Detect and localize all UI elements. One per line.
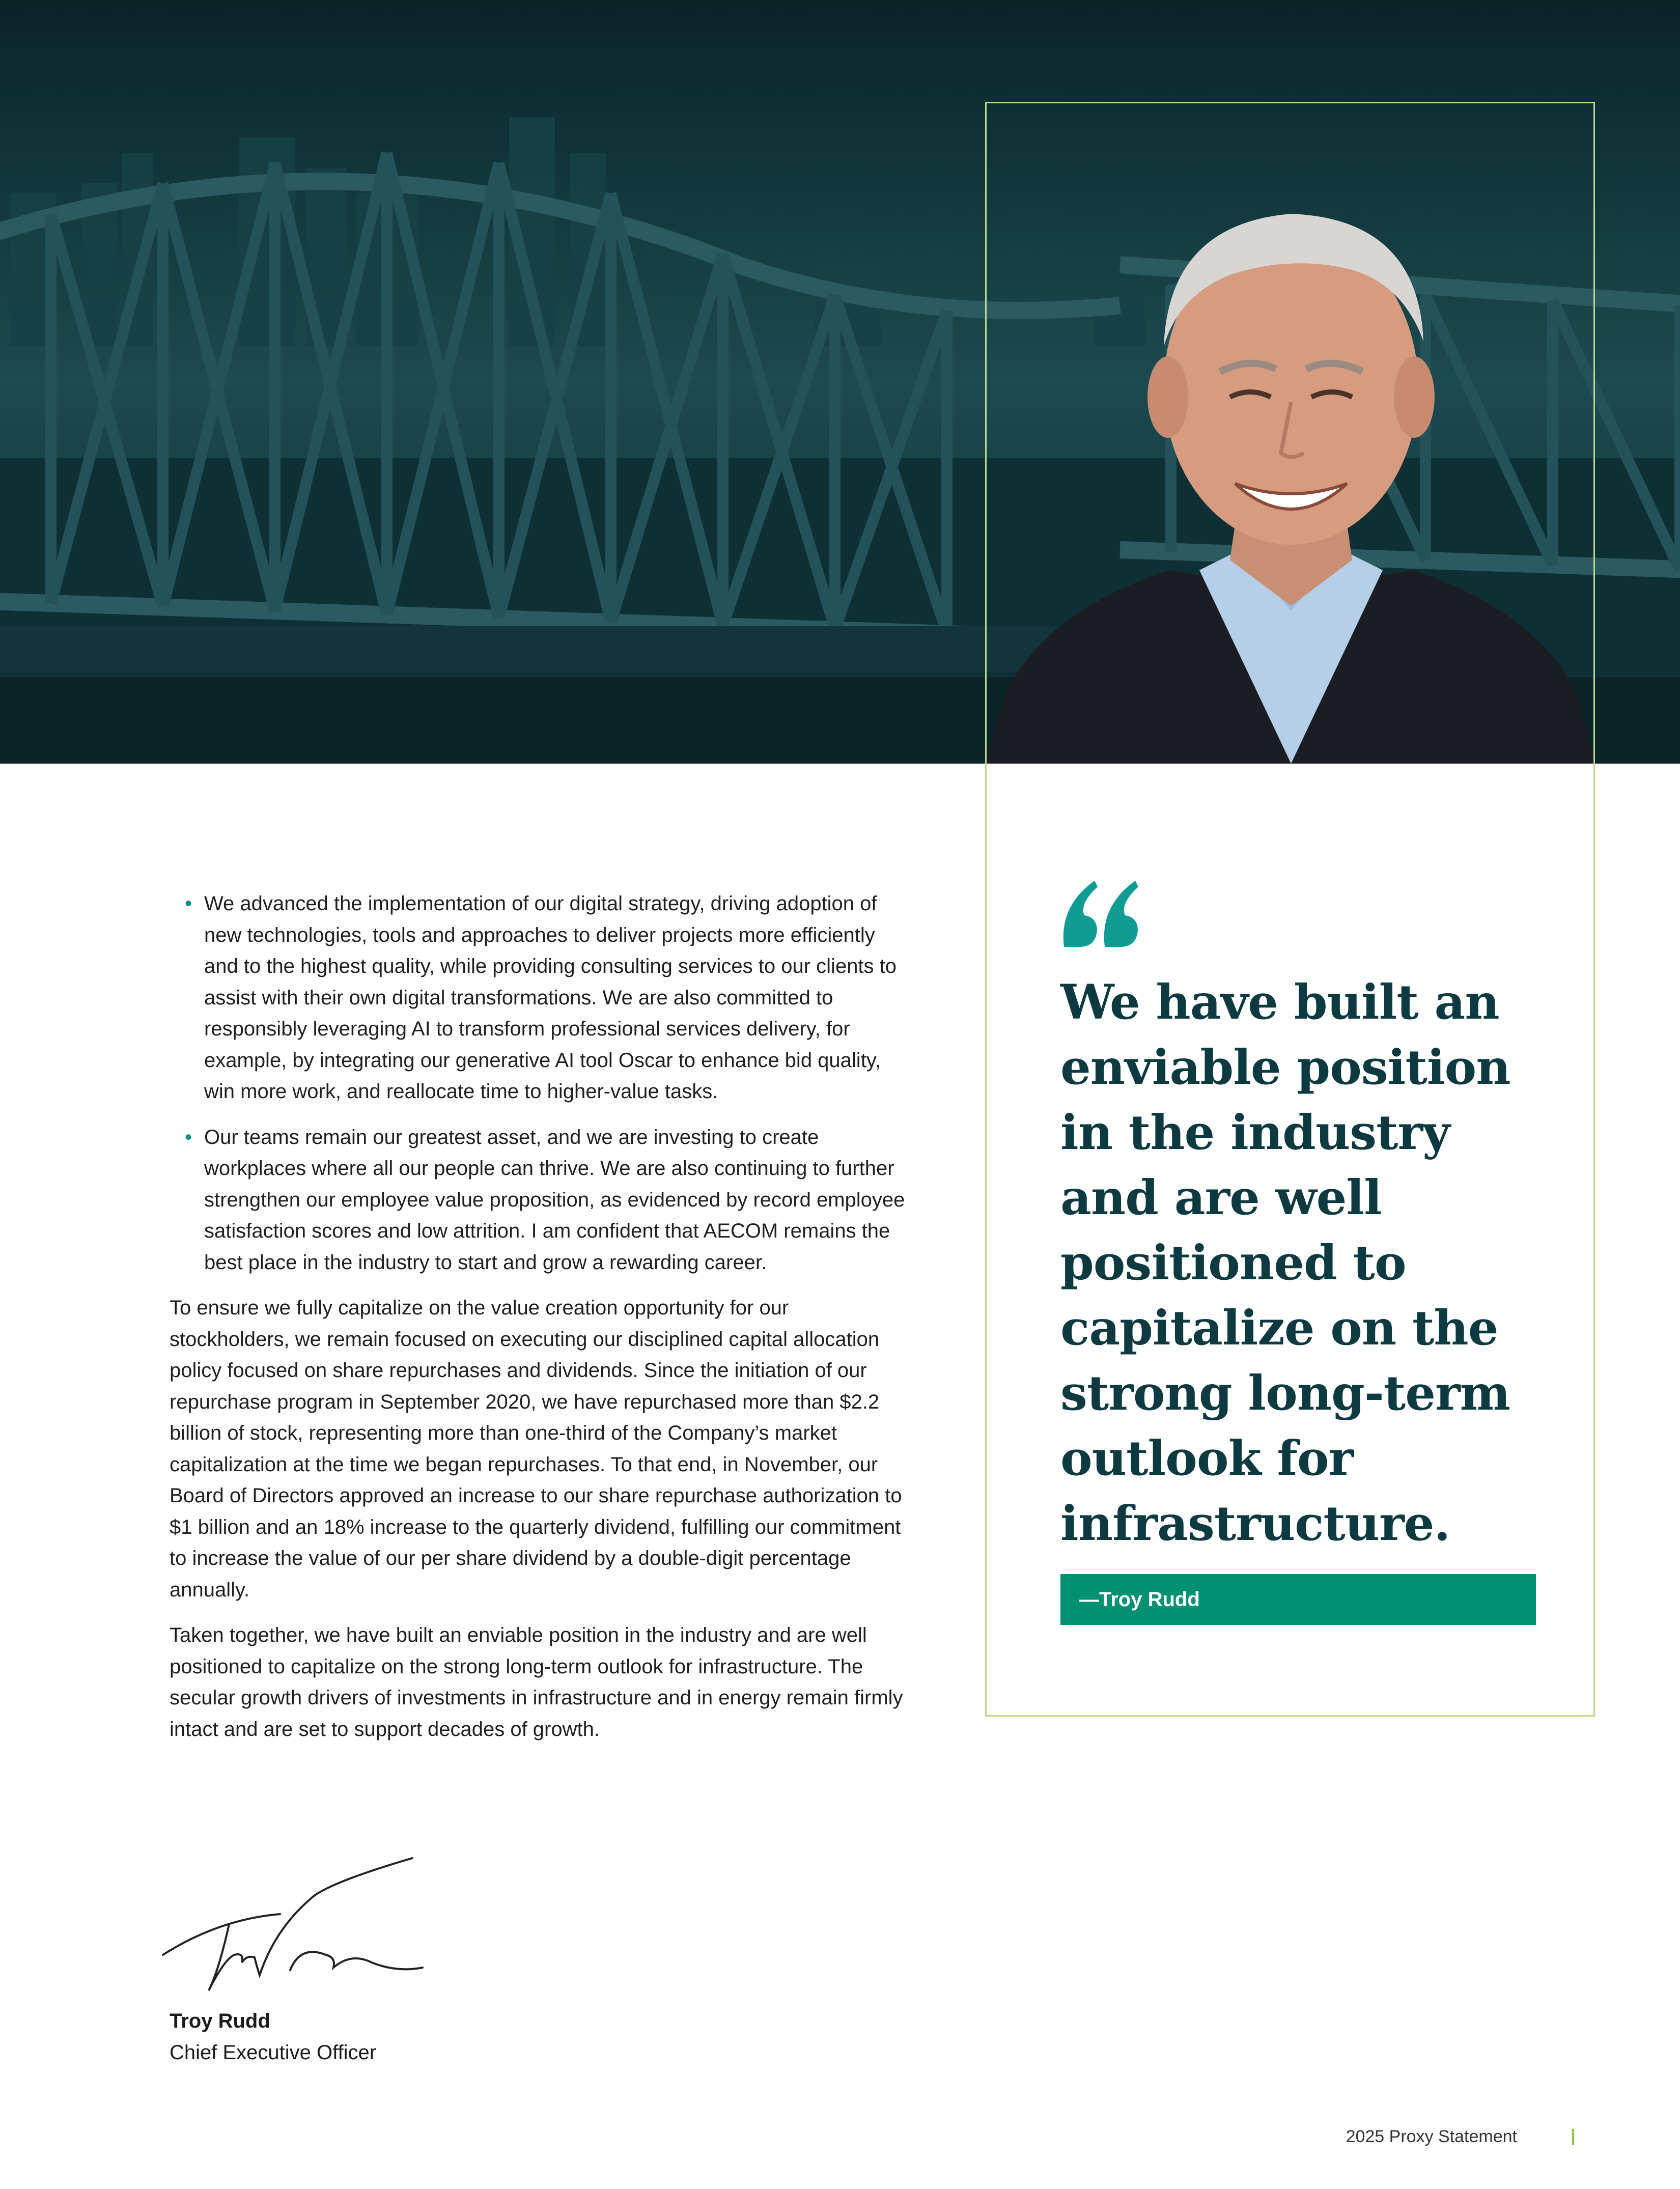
body-paragraph: Taken together, we have built an enviable position in the industry and are well positioned to capitalize on the strong long-term outlook for infrastructure. The secular growth drivers of investments in infrastructure and in energy remain firmly intact and are set to support decades of growth. bbox=[170, 1624, 903, 1741]
bullet-list bbox=[170, 888, 908, 1278]
bullet-item bbox=[170, 1122, 908, 1279]
bullet-dot-icon: • bbox=[185, 892, 192, 915]
bullet-text: We advanced the implementation of our digital strategy, driving adoption of new technologies, tools and approaches to deliver projects more efficiently and to the highest quality, while providing consulting services to our clients to assist with their own digital transformations. We are also committed to responsibly leveraging AI to transform professional services delivery, for example, by integrating our generative AI tool Oscar to enhance bid quality, win more work, and reallocate time to higher-value tasks. bbox=[204, 892, 897, 1103]
signer-name: Troy Rudd bbox=[170, 2010, 270, 2032]
handwritten-signature bbox=[158, 1853, 443, 2006]
footer-divider bbox=[1572, 2129, 1574, 2145]
letter-body bbox=[170, 888, 908, 1759]
pull-quote-attribution: —Troy Rudd bbox=[1060, 1574, 1536, 1625]
quote-open-icon bbox=[1059, 876, 1140, 952]
bullet-item bbox=[170, 888, 908, 1108]
bullet-text: Our teams remain our greatest asset, and we are investing to create workplaces where all our people can thrive. We are also continuing to further strengthen our employee value proposition, as evidenced by record employee satisfaction scores and low attrition. I am confident that AECOM remains the best place in the industry to start and grow a rewarding career. bbox=[204, 1126, 905, 1274]
footer-label: 2025 Proxy Statement bbox=[1346, 2127, 1517, 2146]
body-paragraph: To ensure we fully capitalize on the value creation opportunity for our stockholders, we remain focused on executing our disciplined capital allocation policy focused on share repurchases and dividends. Since the initiation of our repurchase program in September 2020, we have repurchased more than $2.2 billion of stock, representing more than one-third of the Company’s market capitalization at the time we began repurchases. To that end, in November, our Board of Directors approved an increase to our share repurchase authorization to $1 billion and an 18% increase to the quarterly dividend, fulfilling our commitment to increase the value of our per share dividend by a double-digit percentage annually. bbox=[170, 1297, 902, 1601]
bullet-dot-icon: • bbox=[185, 1126, 192, 1148]
signer-title: Chief Executive Officer bbox=[170, 2041, 377, 2064]
pull-quote-text: We have built an enviable position in the industry and are well positioned to capitalize on the strong long-term outlook for infrastructure. bbox=[1060, 974, 1510, 1552]
